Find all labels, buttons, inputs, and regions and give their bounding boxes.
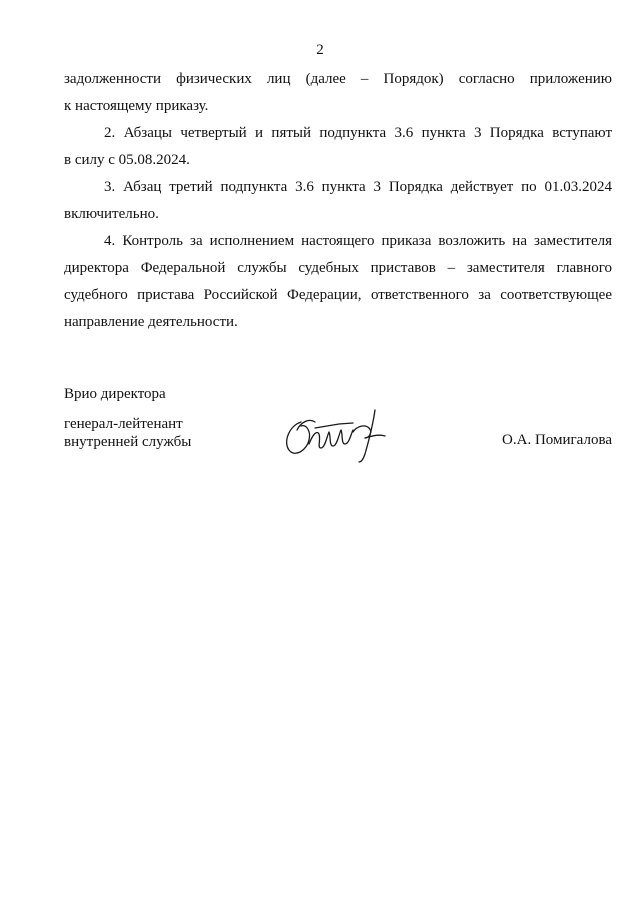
paragraph-1-line-1: задолженности физических лиц (далее – Порядок) согласно приложению — [64, 71, 612, 87]
signatory-position: Врио директора — [64, 386, 166, 402]
handwritten-signature — [279, 404, 399, 464]
paragraph-4-line-2: директора Федеральной службы судебных приставов – заместителя главного — [64, 260, 612, 276]
signatory-rank-line-1: генерал-лейтенант — [64, 416, 183, 432]
paragraph-4-line-4: направление деятельности. — [64, 314, 238, 330]
paragraph-4 — [64, 228, 612, 336]
paragraph-3-line-1: 3. Абзац третий подпункта 3.6 пункта 3 Порядка действует по 01.03.2024 — [104, 179, 612, 195]
paragraph-2-line-2: в силу с 05.08.2024. — [64, 152, 190, 168]
paragraph-3 — [64, 174, 612, 228]
paragraph-4-line-3: судебного пристава Российской Федерации, ответственного за соответствующее — [64, 287, 612, 303]
paragraph-1-line-2: к настоящему приказу. — [64, 98, 209, 114]
paragraph-2 — [64, 120, 612, 174]
signatory-rank-line-2: внутренней службы — [64, 434, 192, 450]
document-body — [64, 66, 612, 336]
paragraph-1 — [64, 66, 612, 120]
paragraph-4-line-1: 4. Контроль за исполнением настоящего приказа возложить на заместителя — [104, 233, 612, 249]
signatory-name: О.А. Помигалова — [502, 432, 612, 448]
page-number: 2 — [316, 42, 324, 58]
paragraph-3-line-2: включительно. — [64, 206, 159, 222]
paragraph-2-line-1: 2. Абзацы четвертый и пятый подпункта 3.6 пункта 3 Порядка вступают — [104, 125, 612, 141]
